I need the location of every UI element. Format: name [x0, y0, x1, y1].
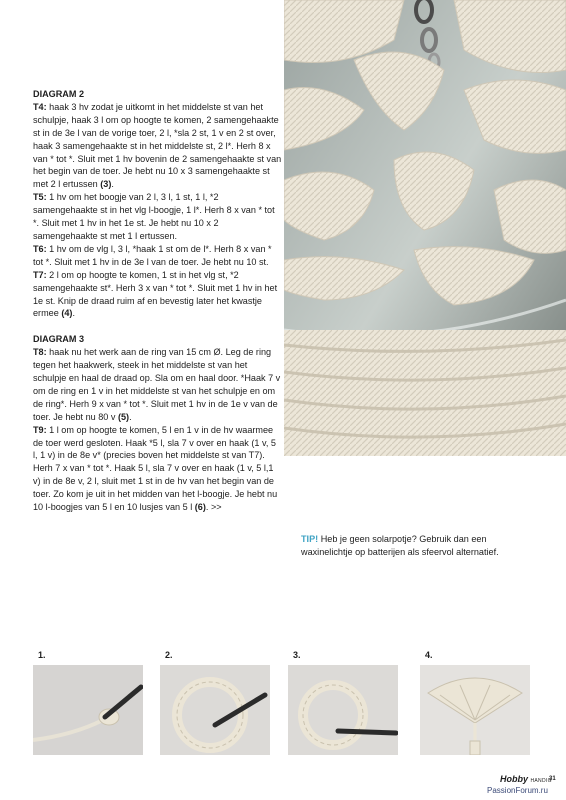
crochet-jar-illustration — [284, 0, 566, 456]
crochet-fan-tassel-icon — [420, 665, 530, 755]
row-text: haak nu het werk aan de ring van 15 cm Ø. Leg de ring tegen het haakwerk, steek in het middelste st van het schulpje en haal de draad op. Sla om en haal door. *Haak 7 v om de ring en 1 v in het middelste st van het schulpje en om de ring*. Herh 9 x van * tot *. Sluit met 1 hv in de 1e v van de toer. Je hebt nu 80 v — [33, 347, 281, 422]
row-end: . — [129, 411, 132, 422]
row-label: T7: — [33, 269, 47, 280]
step-number: 2. — [165, 650, 173, 660]
tip-text: Heb je geen solarpotje? Gebruik dan een waxinelichtje op batterijen als sfeervol alternatief. — [301, 534, 499, 557]
row-end: . >> — [205, 502, 222, 513]
row-t6 — [33, 243, 283, 269]
row-label: T9: — [33, 424, 47, 435]
diagram3-heading: DIAGRAM 3 — [33, 334, 85, 345]
row-end: . — [72, 308, 75, 319]
step-1-image — [33, 665, 143, 755]
row-label: T8: — [33, 347, 47, 358]
step-number: 3. — [293, 650, 301, 660]
step-number: 1. — [38, 650, 46, 660]
photo-ref: (4) — [61, 308, 73, 319]
step-4-image — [420, 665, 530, 755]
step-3-image — [288, 665, 398, 755]
step-2-image — [160, 665, 270, 755]
row-t8 — [33, 346, 283, 423]
row-t4 — [33, 101, 283, 191]
crochet-ring-icon — [160, 665, 270, 755]
row-text: 1 hv om het boogje van 2 l, 3 l, 1 st, 1 l, *2 samengehaakte st in het vlg l-boogje, 1 l*. Herh 8 x van * tot *. Sluit met 1 hv in het 1e st. Je hebt nu 10 x 2 samengehaakte st met 1 l ertussen. — [33, 192, 275, 241]
magazine-logo — [500, 774, 552, 784]
page-number: 31 — [549, 776, 556, 782]
row-label: T6: — [33, 243, 47, 254]
brand-name: Hobby — [500, 774, 528, 784]
photo-ref: (3) — [100, 179, 112, 190]
photo-ref: (6) — [194, 502, 206, 513]
row-t9 — [33, 424, 283, 514]
row-end: . — [111, 179, 114, 190]
photo-ref: (5) — [117, 411, 130, 422]
row-text: 1 hv om de vlg l, 3 l, *haak 1 st om de l*. Herh 8 x van * tot *. Sluit met 1 hv in de 3e l van de toer. Je hebt nu 10 st. — [33, 243, 272, 267]
row-label: T5: — [33, 192, 47, 203]
row-text: 2 l om op hoogte te komen, 1 st in het vlg st, *2 samengehaakte st*. Herh 3 x van * tot *. Sluit met 1 hv in het 1e st. Knip de draad ruim af en bevestig later het kwastje ermee — [33, 269, 278, 319]
crochet-hook-chain-icon — [33, 665, 143, 755]
tip-box — [301, 533, 536, 559]
crochet-ring-hook-icon — [288, 665, 398, 755]
brand-sub: HANDIG — [530, 778, 552, 784]
row-label: T4: — [33, 101, 47, 112]
tip-label: TIP! — [301, 534, 319, 544]
row-text: haak 3 hv zodat je uitkomt in het middelste st van het schulpje, haak 3 l om op hoogte te komen, 2 samengehaakte st in de 3e l van de vorige toer, 2 l, *sla 2 st, 1 v en 2 st over, haak 3 samengehaakte st in het middelste st, 2 l*. Herh 8 x van * tot *. Sluit met 1 hv bovenin de 2 samengehaakte st van het begin van de toer. Je hebt nu 10 x 3 samengehaakte st met 2 l ertussen — [33, 101, 282, 190]
row-t7 — [33, 269, 283, 321]
row-text: 1 l om op hoogte te komen, 5 l en 1 v in de hv waarmee de toer werd gesloten. Haak *5 l, sla 7 v over en haak (1 v, 5 l, 1 v) in de 8e v* (precies boven het middelste st van T7). Herh 7 x van * tot *. Haak 5 l, sla 7 v over en haak (1 v, 5 l,1 v) in de 8e v, 2 l, sluit met 1 st in de hv van het begin van de toer. Zo kom je uit in het midden van het l-boogje. Je hebt nu 10 l-boogjes van 5 l en 10 lusjes van 5 l — [33, 424, 278, 513]
row-t5 — [33, 191, 283, 243]
instructions-column — [33, 88, 283, 514]
diagram2-heading: DIAGRAM 2 — [33, 89, 85, 99]
crochet-jar-photo — [284, 0, 566, 456]
step-number: 4. — [425, 650, 433, 660]
watermark: PassionForum.ru — [487, 786, 548, 795]
